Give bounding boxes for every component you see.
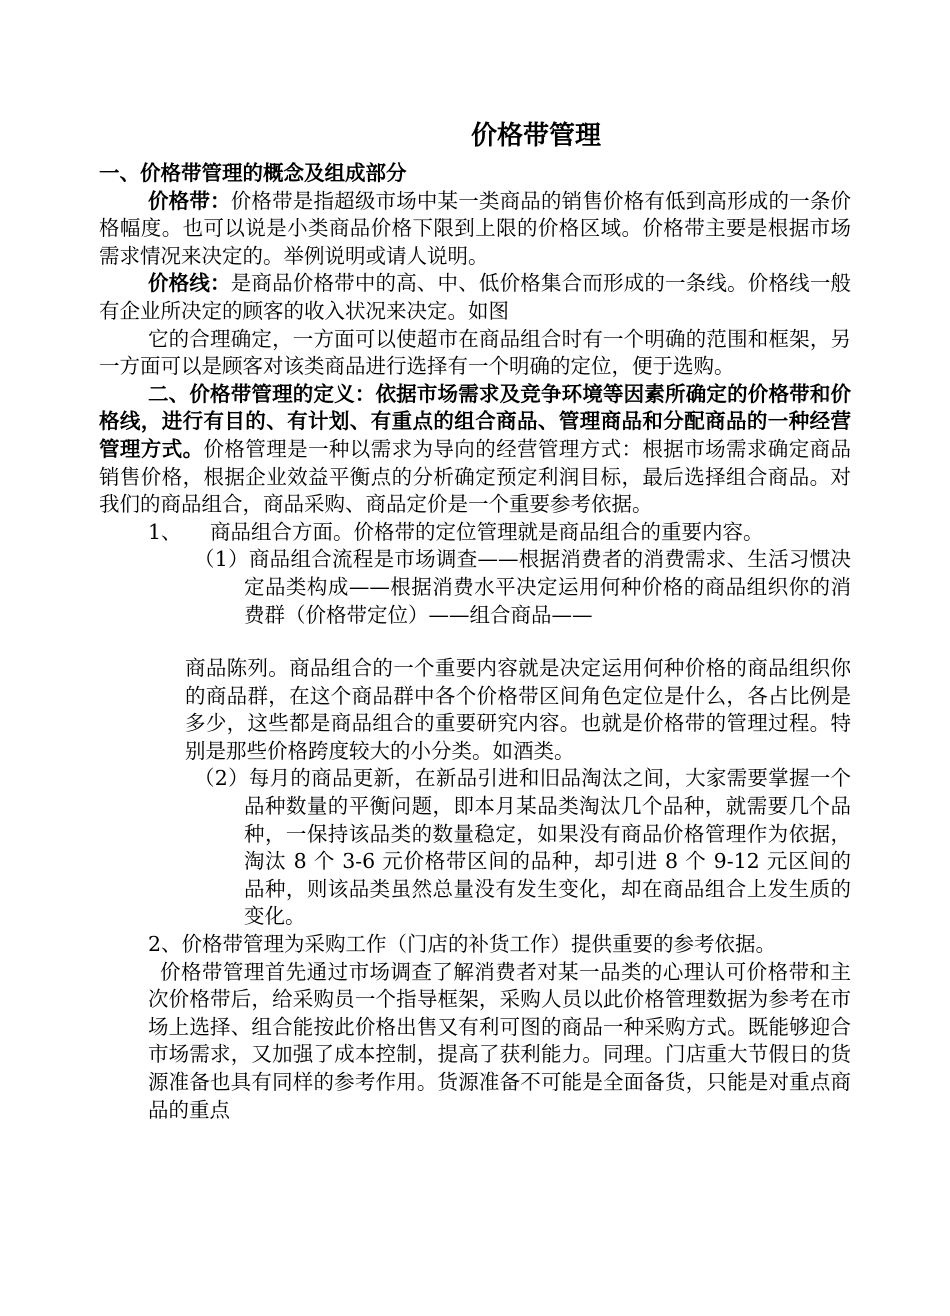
section2-rest: 价格管理是一种以需求为导向的经营管理方式：根据市场需求确定商品销售价格，根据企业效益平衡点的分析确定预定利润目标，最后选择组合商品。对我们的商品组合，商品采购、商品定价是一个重要参考依据。 bbox=[99, 436, 851, 517]
section2-paragraph bbox=[99, 381, 851, 519]
paragraph-gap bbox=[99, 629, 851, 655]
list-item-2: 2、价格带管理为采购工作（门店的补货工作）提供重要的参考依据。 bbox=[148, 932, 777, 957]
price-band-definition: 价格带是指超级市场中某一类商品的销售价格有低到高形成的一条价格幅度。也可以说是小类商品价格下限到上限的价格区域。价格带主要是根据市场需求情况来决定的。举例说明或请人说明。 bbox=[99, 188, 852, 268]
price-band-term: 价格带： bbox=[148, 188, 231, 213]
price-band-paragraph bbox=[99, 188, 851, 271]
list-item-1-number: 1、 bbox=[148, 519, 182, 544]
sub-item-1-continued: 商品陈列。商品组合的一个重要内容就是决定运用何种价格的商品组织你的商品群，在这个商品群中各个价格带区间角色定位是什么，各占比例是多少，这些都是商品组合的重要研究内容。也就是价格带的管理过程。特别是那些价格跨度较大的小分类。如酒类。 bbox=[185, 656, 851, 763]
document-title: 价格带管理 bbox=[470, 121, 601, 151]
document-body bbox=[99, 160, 851, 1124]
section1-heading: 一、价格带管理的概念及组成部分 bbox=[99, 161, 407, 185]
sub-item-1: （1）商品组合流程是市场调查——根据消费者的消费需求、生活习惯决定品类构成——根据消费水平决定运用何种价格的商品组织你的消费群（价格带定位）——组合商品—— bbox=[194, 547, 851, 627]
list-item-1 bbox=[99, 519, 851, 547]
price-line-term: 价格线： bbox=[148, 271, 231, 296]
price-line-definition: 是商品价格带中的高、中、低价格集合而形成的一条线。价格线一般有企业所决定的顾客的收入状况来决定。如图 bbox=[99, 271, 852, 323]
reasonable-paragraph: 它的合理确定，一方面可以使超市在商品组合时有一个明确的范围和框架，另一方面可以是顾客对该类商品进行选择有一个明确的定位，便于选购。 bbox=[99, 326, 851, 379]
list-item-1-text: 商品组合方面。价格带的定位管理就是商品组合的重要内容。 bbox=[210, 519, 764, 544]
price-line-paragraph bbox=[99, 270, 851, 325]
sub-item-2: （2）每月的商品更新，在新品引进和旧品淘汰之间，大家需要掌握一个品种数量的平衡问题，即本月某品类淘汰几个品种，就需要几个品种，一保持该品类的数量稳定，如果没有商品价格管理作为依据，淘汰 8 个 3-6 元价格带区间的品种，却引进 8 个 9-12 元区间的品种，则该品类虽然总量没有发生变化，却在商品组合上发生质的变化。 bbox=[194, 766, 851, 929]
section2-definition: 二、价格带管理的定义：依据市场需求及竞争环境等因素所确定的价格带和价格线，进行有目的、有计划、有重点的组合商品、管理商品和分配商品的一种经营管理方式。 bbox=[99, 381, 851, 461]
list-item-2-body: 价格带管理首先通过市场调查了解消费者对某一品类的心理认可价格带和主次价格带后，给采购员一个指导框架，采购人员以此价格管理数据为参考在市场上选择、组合能按此价格出售又有利可图的商品一种采购方式。既能够迎合市场需求，又加强了成本控制，提高了获利能力。同理。门店重大节假日的货源准备也具有同样的参考作用。货源准备不可能是全面备货，只能是对重点商品的重点 bbox=[148, 959, 851, 1122]
